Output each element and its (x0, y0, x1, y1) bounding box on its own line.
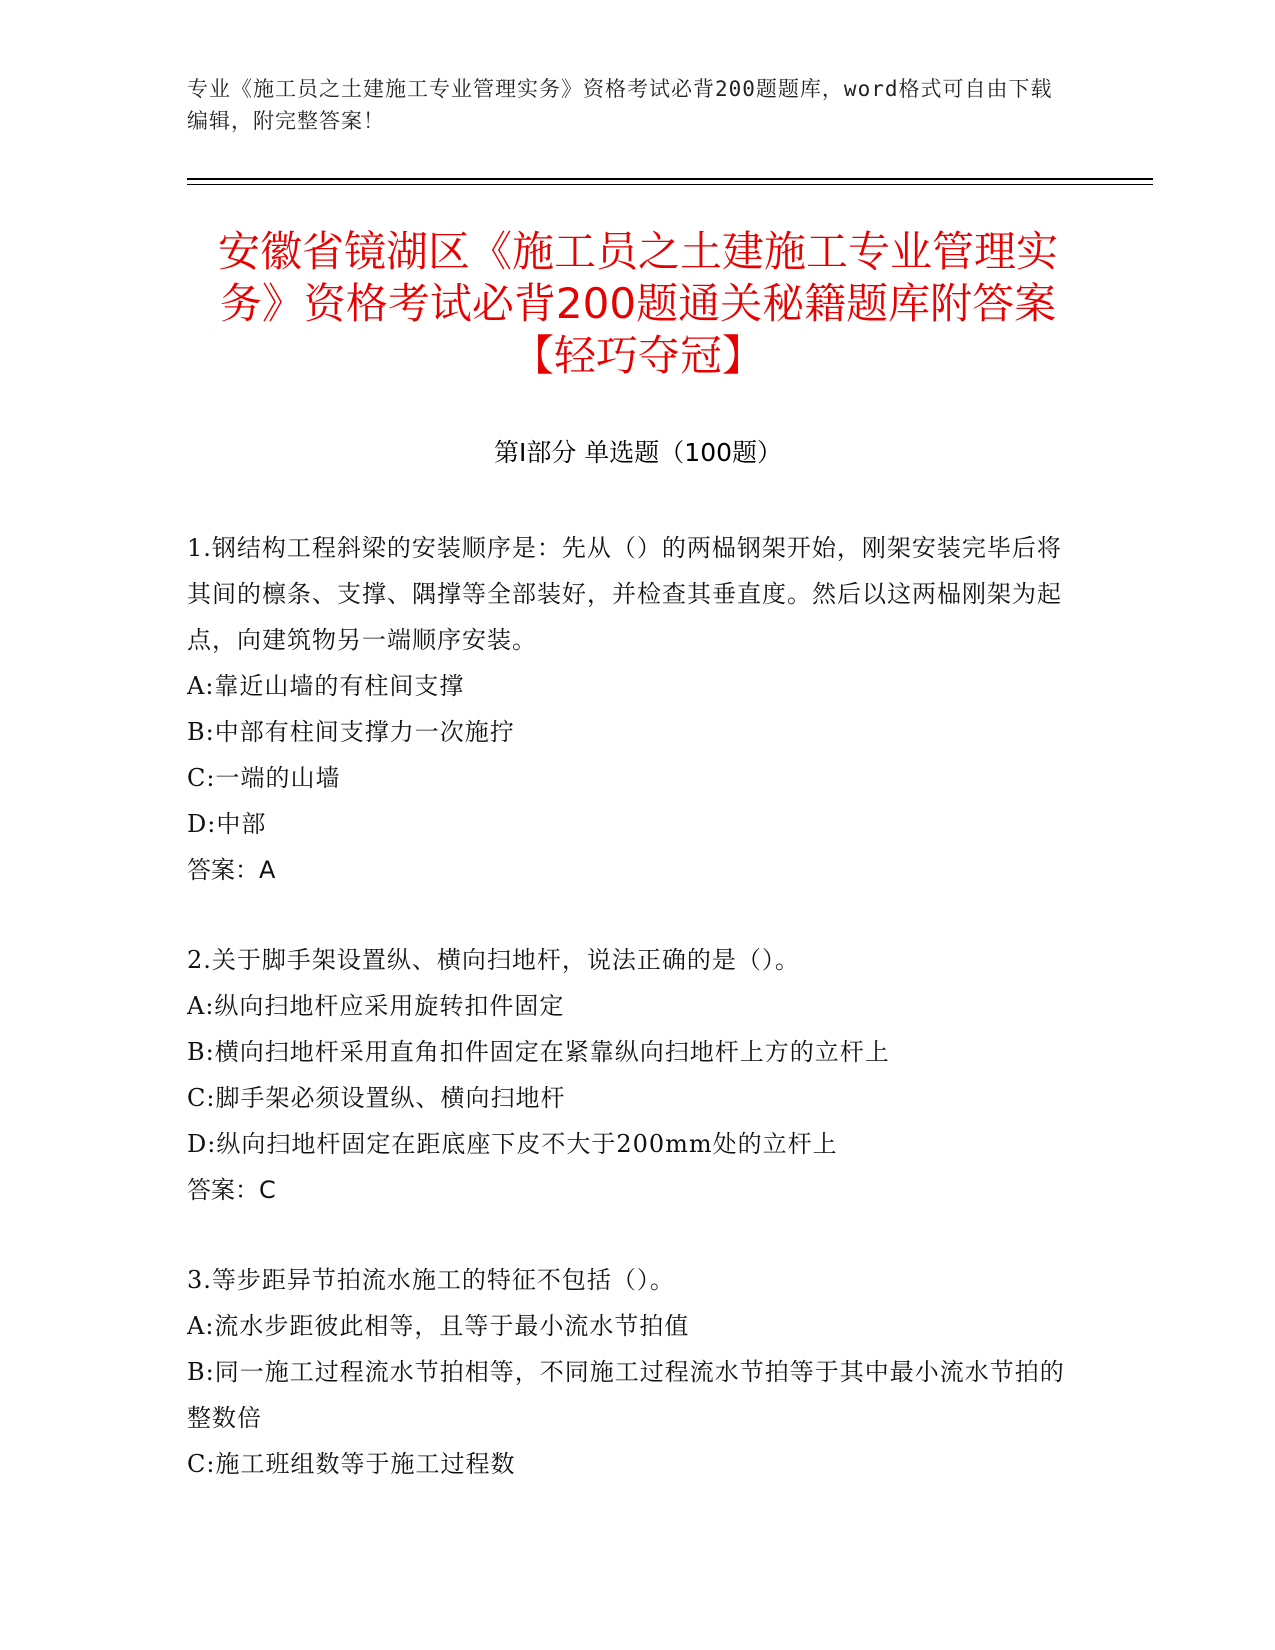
question-2 (187, 937, 1072, 1213)
answer-line: 答案：A (187, 856, 276, 884)
option-c: C:一端的山墙 (187, 764, 341, 792)
option-a: A:流水步距彼此相等，且等于最小流水节拍值 (187, 1312, 690, 1340)
document-title: 安徽省镜湖区《施工员之土建施工专业管理实务》资格考试必背200题通关秘籍题库附答案【轻巧夺冠】 (217, 227, 1058, 380)
question-stem: 1.钢结构工程斜梁的安装顺序是：先从（）的两榀钢架开始，刚架安装完毕后将其间的檩条、支撑、隅撑等全部装好，并检查其垂直度。然后以这两榀刚架为起点，向建筑物另一端顺序安装。 (187, 534, 1062, 654)
question-stem: 3.等步距异节拍流水施工的特征不包括（）。 (187, 1266, 675, 1294)
question-1 (187, 525, 1072, 893)
header-divider-thin (187, 184, 1153, 185)
question-3 (187, 1257, 1072, 1487)
option-d: D:纵向扫地杆固定在距底座下皮不大于200mm处的立杆上 (187, 1130, 838, 1158)
question-list (187, 525, 1072, 1531)
answer-line: 答案：C (187, 1176, 276, 1204)
option-a: A:纵向扫地杆应采用旋转扣件固定 (187, 992, 565, 1020)
option-b: B:中部有柱间支撑力一次施拧 (187, 718, 515, 746)
question-stem: 2.关于脚手架设置纵、横向扫地杆，说法正确的是（）。 (187, 946, 800, 974)
header-divider-thick (187, 178, 1153, 180)
option-c: C:施工班组数等于施工过程数 (187, 1450, 516, 1478)
section-heading: 第Ⅰ部分 单选题（100题） (493, 438, 783, 467)
option-a: A:靠近山墙的有柱间支撑 (187, 672, 465, 700)
option-b: B:同一施工过程流水节拍相等，不同施工过程流水节拍等于其中最小流水节拍的整数倍 (187, 1358, 1065, 1432)
option-d: D:中部 (187, 810, 267, 838)
header-note: 专业《施工员之土建施工专业管理实务》资格考试必背200题题库，word格式可自由下载编辑，附完整答案！ (187, 77, 1053, 133)
option-b: B:横向扫地杆采用直角扣件固定在紧靠纵向扫地杆上方的立杆上 (187, 1038, 890, 1066)
option-c: C:脚手架必须设置纵、横向扫地杆 (187, 1084, 566, 1112)
